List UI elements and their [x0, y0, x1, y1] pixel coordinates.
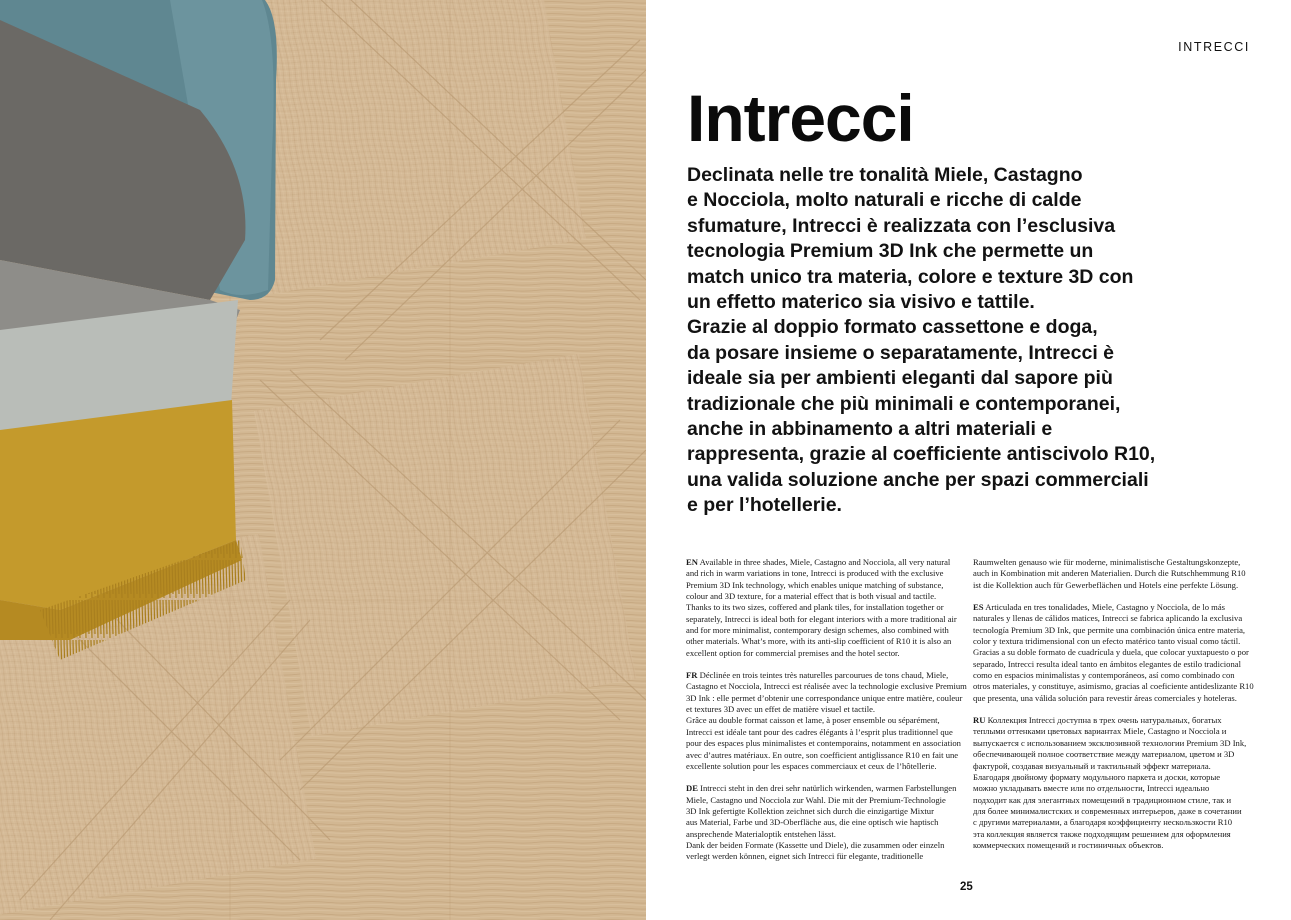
text-line: other materials. What’s more, with its anti-slip coefficient of R10 it is also an — [686, 636, 952, 647]
intro-line: tecnologia Premium 3D Ink che permette un — [687, 240, 1094, 263]
paragraph-es — [973, 602, 1253, 704]
text-line: можно укладывать вместе или по отдельности, Intrecci идеально — [973, 783, 1210, 794]
text-line: Articulada en tres tonalidades, Miele, Castagno y Nocciola, de lo más — [983, 602, 1226, 613]
intro-line: ideale sia per ambienti eleganti dal sapore più — [687, 367, 1113, 390]
text-line: auch in Kombination mit anderen Materialien. Durch die Rutschhemmung R10 — [973, 568, 1246, 579]
lang-tag-en: EN — [686, 557, 698, 567]
text-line: Available in three shades, Miele, Castagno and Nocciola, all very natural — [697, 557, 951, 567]
text-line: como en espacios minimalistas y contemporáneos, así como combinado con — [973, 670, 1235, 681]
lang-tag-ru: RU — [973, 715, 986, 726]
intro-line: rappresenta, grazie al coefficiente antiscivolo R10, — [687, 443, 1156, 466]
intro-line: match unico tra materia, colore e texture 3D con — [687, 265, 1134, 288]
text-line: эта коллекция является также подходящим решением для оформления — [973, 828, 1231, 839]
text-line: pour des espaces plus minimalistes et contemporains, notamment en association — [686, 738, 961, 749]
text-line: Raumwelten genauso wie für moderne, minimalistische Gestaltungskonzepte, — [973, 557, 1241, 567]
text-line: and for more minimalist, contemporary design schemes, also combined with — [686, 625, 949, 636]
paragraph-en — [686, 557, 957, 659]
intro-line: anche in abbinamento a altri materiali e — [687, 418, 1053, 441]
text-line: 3D Ink gefertigte Kollektion zeichnet sich durch die einzigartige Mixtur — [686, 805, 934, 816]
text-line: Thanks to its two sizes, coffered and plank tiles, for installation together or — [686, 602, 944, 613]
lang-tag-de: DE — [686, 783, 698, 794]
lang-tag-fr: FR — [686, 670, 698, 681]
text-line: 3D Ink : elle permet d’obtenir une correspondance unique entre matière, couleur — [686, 692, 963, 703]
translations-column-right — [973, 557, 1253, 862]
text-line: Grâce au double format caisson et lame, à poser ensemble ou séparément, — [686, 715, 940, 726]
text-line: excellent option for commercial premises and the hotel sector. — [686, 647, 900, 658]
text-line: excellente solution pour les espaces commerciaux et ceux de l’hôtellerie. — [686, 760, 937, 771]
text-line: теплыми оттенками цветовых вариантах Miele, Castagno и Nocciola и — [973, 726, 1227, 737]
paragraph-de — [686, 783, 957, 862]
page-title: Intrecci — [687, 81, 914, 155]
paragraph-de-continued — [973, 557, 1253, 591]
page-number: 25 — [960, 881, 973, 893]
text-line: Dank der beiden Formate (Kassette und Diele), die zusammen oder einzeln — [686, 839, 945, 850]
text-line: otros materiales, y constituye, asimismo, gracias al coeficiente antideslizante R10 — [973, 681, 1254, 692]
text-line: Intrecci steht in den drei sehr natürlich wirkenden, warmen Farbstellungen — [697, 783, 957, 794]
translations-column-left — [686, 557, 967, 874]
text-line: tecnología Premium 3D Ink, que permite una combinación única entre materia, — [973, 624, 1246, 635]
text-line: Castagno et Nocciola, Intrecci est réalisée avec la technologie exclusive Premium — [686, 681, 967, 692]
text-line: коммерческих помещений и гостиничных объектов. — [973, 839, 1164, 850]
intro-line: sfumature, Intrecci è realizzata con l’esclusiva — [687, 214, 1116, 237]
text-line: separately, Intrecci is ideal both for elegant interiors with a more traditional air — [686, 613, 957, 624]
text-line: et textures 3D avec un effet de matière visuel et tactile. — [686, 704, 876, 715]
text-line: Благодаря двойному формату модульного паркета и доски, которые — [973, 771, 1221, 782]
text-line: ist die Kollektion auch für Gewerbeflächen und Hotels eine perfekte Lösung. — [973, 579, 1239, 590]
text-line: Premium 3D Ink technology, which enables unique matching of substance, — [686, 579, 944, 590]
intro-line: Declinata nelle tre tonalità Miele, Castagno — [687, 164, 1083, 186]
intro-paragraph — [687, 163, 1207, 519]
intro-line: e per l’hotellerie. — [687, 494, 842, 517]
text-line: avec d’autres matériaux. En outre, son coefficient antiglissance R10 en fait une — [686, 749, 959, 760]
running-head: INTRECCI — [1178, 40, 1250, 54]
paragraph-ru — [973, 715, 1253, 851]
text-line: verlegt werden können, eignet sich Intrecci für elegante, traditionelle — [686, 851, 924, 862]
text-line: ansprechende Materialoptik entstehen lässt. — [686, 828, 836, 839]
text-line: naturales y llenas de cálidos matices, Intrecci se fabrica aplicando la exclusiva — [973, 613, 1243, 624]
text-line: для более минималистских и современных интерьеров, даже в сочетании — [973, 805, 1242, 816]
text-line: фактурой, создавая визуальный и тактильный эффект материала. — [973, 760, 1211, 771]
text-line: Intrecci est idéale tant pour des cadres élégants à l’esprit plus traditionnel que — [686, 726, 953, 737]
intro-line: Grazie al doppio formato cassettone e doga, — [687, 316, 1098, 339]
text-line: с другими материалами, а благодаря коэффициенту нескользкости R10 — [973, 817, 1233, 828]
text-line: выпускается с использованием эксклюзивной технологии Premium 3D Ink, — [973, 737, 1247, 748]
text-line: обеспечивающей полное соответствие между материалом, цветом и 3D — [973, 749, 1235, 760]
text-line: aus Material, Farbe und 3D-Oberfläche aus, die eine optisch wie haptisch — [686, 817, 939, 828]
intro-line: tradizionale che più minimali e contemporanei, — [687, 392, 1121, 415]
text-line: подходит как для элегантных помещений в традиционном стиле, так и — [973, 794, 1232, 805]
text-line: Коллекция Intrecci доступна в трех очень натуральных, богатых — [985, 715, 1222, 726]
text-line: separado, Intrecci resulta ideal tanto en ámbitos elegantes de estilo tradicional — [973, 658, 1241, 669]
intro-line: e Nocciola, molto naturali e ricche di calde — [687, 189, 1082, 212]
text-line: colour and 3D texture, for a material effect that is both visual and tactile. — [686, 591, 937, 602]
intro-line: da posare insieme o separatamente, Intrecci è — [687, 341, 1115, 364]
paragraph-fr — [686, 670, 967, 772]
text-line: color y textura tridimensional con un efecto matérico tanto visual como táctil. — [973, 636, 1241, 647]
text-line: que presenta, una válida solución para revestir áreas comerciales y hoteleras. — [973, 692, 1237, 703]
text-line: Gracias a su doble formato de cuadrícula y duela, que colocar yuxtapuesto o por — [973, 647, 1249, 658]
text-line: Miele, Castagno und Nocciola zur Wahl. Die mit der Premium-Technologie — [686, 794, 946, 805]
text-line: and rich in warm variations in tone, Intrecci is produced with the exclusive — [686, 568, 944, 579]
text-line: Déclinée en trois teintes très naturelles parcourues de tons chaud, Miele, — [697, 670, 949, 681]
intro-line: un effetto materico sia visivo e tattile. — [687, 291, 1035, 314]
intro-line: una valida soluzione anche per spazi commerciali — [687, 468, 1149, 491]
lang-tag-es: ES — [973, 602, 984, 613]
